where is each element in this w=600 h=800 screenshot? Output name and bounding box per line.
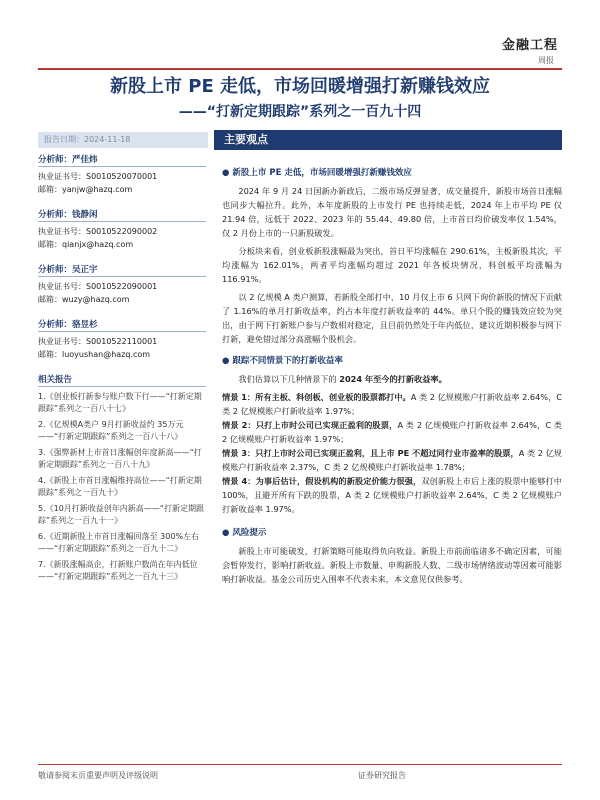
section-heading [222,166,562,180]
body-paragraph: 新股上市可能破发，打新策略可能取得负向收益。新股上市前面临诸多不确定因素，可能会暂停发行，影响打新收益。新股上市数量、申购新股人数、二级市场情绪波动等因素可能影响打新收益。基金公司历史入围率不代表未来，本文意见仅供参考。 [222,546,562,584]
analyst-cert: 执业证书号：S0010522110001 [38,337,158,346]
related-report-link[interactable]: 2.《亿规模A类户 9月打新收益约 35万元——“打新定期跟踪”系列之一百八十八》 [38,420,184,441]
scenario-lead: 情景 2：只打上市时公司已实现正盈利的股票， [222,420,398,430]
related-report-link[interactable]: 4.《新股上市首日涨幅维持高位——“打新定期跟踪”系列之一百九十》 [38,476,202,497]
section-heading-text: 跟踪不同情景下的打新收益率 [232,356,343,366]
related-reports-title: 相关报告 [38,373,206,387]
scenario-text: A 类 2 亿规模账户打新收益率 2.64%，C 类 2 亿规模账户打新收益率 1.97%； [222,420,562,444]
bullet-icon: ● [222,356,230,366]
analyst-block [38,153,206,196]
body-paragraph: 分板块来看，创业板新股涨幅最为突出，首日平均涨幅在 290.61%，主板新股其次，平均涨幅为 162.01%，两者平均涨幅均超过 2021 年各板块情况，科创板平均涨幅为 116.91%。 [222,246,562,284]
analyst-email: 邮箱：luoyushan@hazq.com [38,350,151,359]
analyst-name: 分析师：吴正宇 [38,263,206,277]
footer-disclaimer: 敬请参阅末页重要声明及评级说明 [38,771,158,780]
related-report-link[interactable]: 7.《新股涨幅高企，打新账户数尚在年内低位——“打新定期跟踪”系列之一百九十三》 [38,560,198,581]
bullet-icon: ● [222,168,230,178]
section-heading-text: 新股上市 PE 走低，市场回暖增强打新赚钱效应 [232,168,412,178]
scenario-text: A 类 2 亿规模账户打新收益率 2.37%，C 类 2 亿规模账户打新收益率 1.78%； [222,448,562,472]
scenario-lead: 情景 3：只打上市时公司已实现正盈利，且上市 PE 不超过同行业市盈率的股票， [222,448,519,458]
scenario-item [222,390,562,418]
footer-label: 证券研究报告 [358,771,406,780]
scenario-lead: 情景 1：所有主板、科创板、创业板的股票都打中。 [222,392,411,402]
body-paragraph [222,372,562,386]
analyst-block [38,208,206,251]
report-date: 报告日期：2024-11-18 [38,132,208,148]
analyst-name: 分析师：钱静闲 [38,208,206,222]
analyst-name: 分析师：骆昱杉 [38,318,206,332]
intro-emphasis: 2024 年至今的打新收益率。 [339,374,447,384]
scenario-item [222,474,562,516]
analyst-email: 邮箱：qianjx@hazq.com [38,240,134,249]
analyst-email: 邮箱：yanjw@hazq.com [38,185,133,194]
related-report-link[interactable]: 1.《创业板打新参与账户数下行——“打新定期跟踪”系列之一百八十七》 [38,392,202,413]
report-title: 新股上市 PE 走低，市场回暖增强打新赚钱效应 [109,76,491,97]
scenario-lead: 情景 4：为事后估计，假设机构的新股定价能力很强， [222,476,422,486]
analyst-block [38,263,206,306]
analyst-cert: 执业证书号：S0010522090002 [38,227,158,236]
analyst-email: 邮箱：wuzy@hazq.com [38,295,130,304]
header-divider [38,68,562,70]
related-report-link[interactable]: 5.《10月打新收益创年内新高——“打新定期跟踪”系列之一百九十一》 [38,504,204,525]
section-heading-text: 风险提示 [232,528,267,538]
analyst-block [38,318,206,361]
section-heading [222,354,562,368]
related-report-link[interactable]: 6.《近期新股上市首日涨幅回落至 300%左右——“打新定期跟踪”系列之一百九十二》 [38,532,200,553]
main-content [222,164,562,590]
scenario-text: A 类 2 亿规模账户打新收益率 2.64%，C 类 2 亿规模账户打新收益率 1.97%； [222,392,562,416]
report-type: 周报 [538,56,554,65]
brand-title: 金融工程 [501,38,558,53]
related-report-link[interactable]: 3.《强弊新材上市首日涨幅创年度新高——“打新定期跟踪”系列之一百八十九》 [38,448,202,469]
report-subtitle: ——“打新定期跟踪”系列之一百九十四 [178,104,422,120]
footer-divider [38,764,562,765]
body-paragraph: 2024 年 9 月 24 日国新办新政后，二级市场反弹显著，成交量提升，新股市场首日涨幅也同步大幅拉升。此外，本年度新股的上市发行 PE 也持续走低，2024 年上市平均 PE 仅 21.94 倍，远低于 2022、2023 年的 55.44、49.80 倍，上市首日均价破发率仅 1.54%，仅 2 月份上市的一只新股破发。 [222,186,562,238]
analyst-cert: 执业证书号：S0010520070001 [38,172,158,181]
main-view-heading: 主要观点 [214,130,562,150]
intro-text: 我们估算以下几种情景下的 [238,374,340,384]
analyst-name: 分析师：严佳炜 [38,153,206,167]
left-sidebar [38,153,206,587]
scenario-item [222,418,562,446]
body-paragraph: 以 2 亿规模 A 类户测算，若新股全部打中，10 月仅上市 6 只网下询价新股的情况下贡献了 1.16%的单月打新收益率，约占本年度打新收益率的 44%。单只个股的赚钱效应较为突出，由于网下打新账户参与户数相对稳定，且目前仍然处于年内低位，建议近期积极参与网下打新，避免错过部分高涨幅个股机会。 [222,292,562,344]
scenario-item [222,446,562,474]
bullet-icon: ● [222,528,230,538]
analyst-cert: 执业证书号：S0010522090001 [38,282,158,291]
scenario-text: 双创新股上市后上涨的股票中能够打中 100%，且避开所有下跌的股票，A 类 2 亿规模账户打新收益率 2.64%，C 类 2 亿规模账户打新收益率 1.97%。 [222,476,562,514]
section-heading [222,526,562,540]
